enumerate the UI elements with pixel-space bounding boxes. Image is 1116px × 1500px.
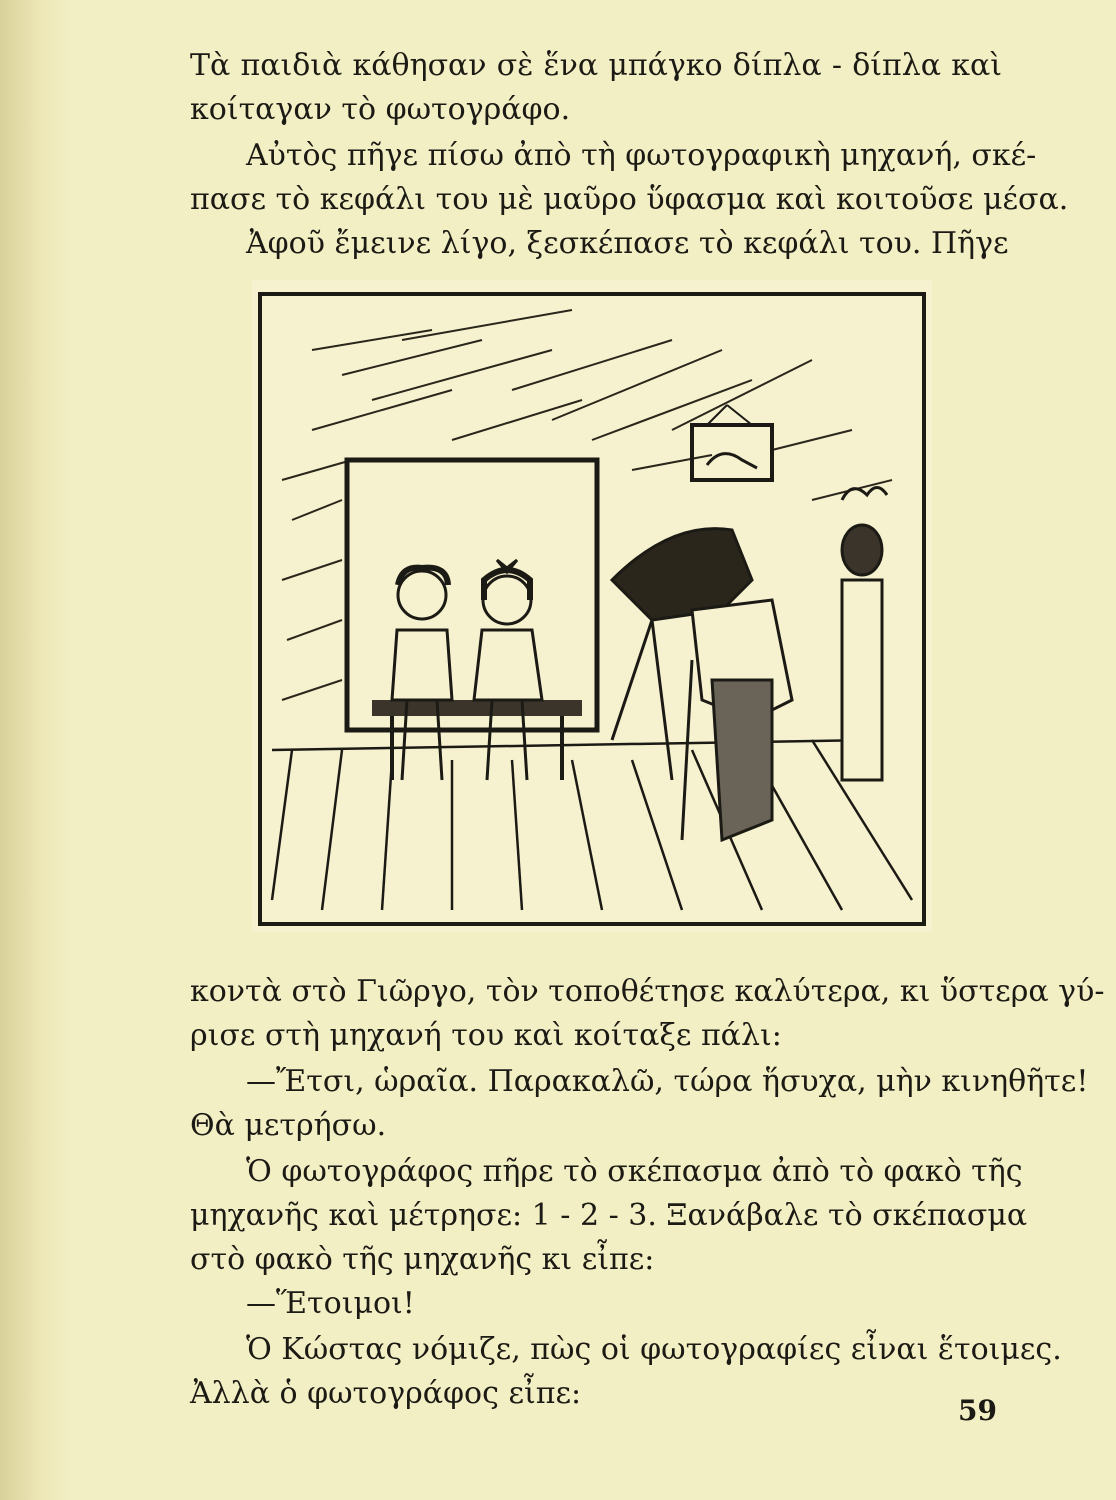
bench [372,700,582,716]
page-binding-edge [0,0,70,1500]
text-line: Ὁ φωτογράφος πῆρε τὸ σκέπασμα ἀπὸ τὸ φακὸ τῆς [246,1154,1023,1189]
text-line: —Ἔτσι, ὡραῖα. Παρακαλῶ, τώρα ἥσυχα, μὴν κινηθῆτε! [246,1064,1089,1099]
text-line: πασε τὸ κεφάλι του μὲ μαῦρο ὕφασμα καὶ κοιτοῦσε μέσα. [190,182,1069,217]
text-line: ρισε στὴ μηχανή του καὶ κοίταξε πάλι: [190,1018,782,1053]
text-line: κοίταγαν τὸ φωτογράφο. [190,92,571,127]
text-line: κοντὰ στὸ Γιῶργο, τὸν τοποθέτησε καλύτερα, κι ὕστερα γύ- [190,974,1105,1009]
text-line: μηχανῆς καὶ μέτρησε: 1 - 2 - 3. Ξανάβαλε τὸ σκέπασμα [190,1198,1028,1233]
page-number: 59 [958,1394,997,1427]
photographer-illustration-drawing [252,280,932,932]
text-line: στὸ φακὸ τῆς μηχανῆς κι εἶπε: [190,1242,655,1277]
backdrop-panel [347,460,597,730]
text-line: Ὁ Κώστας νόμιζε, πὼς οἱ φωτογραφίες εἶναι ἕτοιμες. [246,1332,1062,1367]
illustration-photographer [252,280,932,932]
text-line: Τὰ παιδιὰ κάθησαν σὲ ἕνα μπάγκο δίπλα - δίπλα καὶ [190,48,1002,83]
text-line: Αὐτὸς πῆγε πίσω ἀπὸ τὴ φωτογραφικὴ μηχανή, σκέ- [246,138,1037,173]
text-line: —Ἕτοιμοι! [246,1286,415,1321]
text-line: Θὰ μετρήσω. [190,1108,387,1143]
text-line: Ἀλλὰ ὁ φωτογράφος εἶπε: [190,1376,582,1411]
text-line: Ἀφοῦ ἔμεινε λίγο, ξεσκέπασε τὸ κεφάλι του. Πῆγε [246,226,1009,261]
